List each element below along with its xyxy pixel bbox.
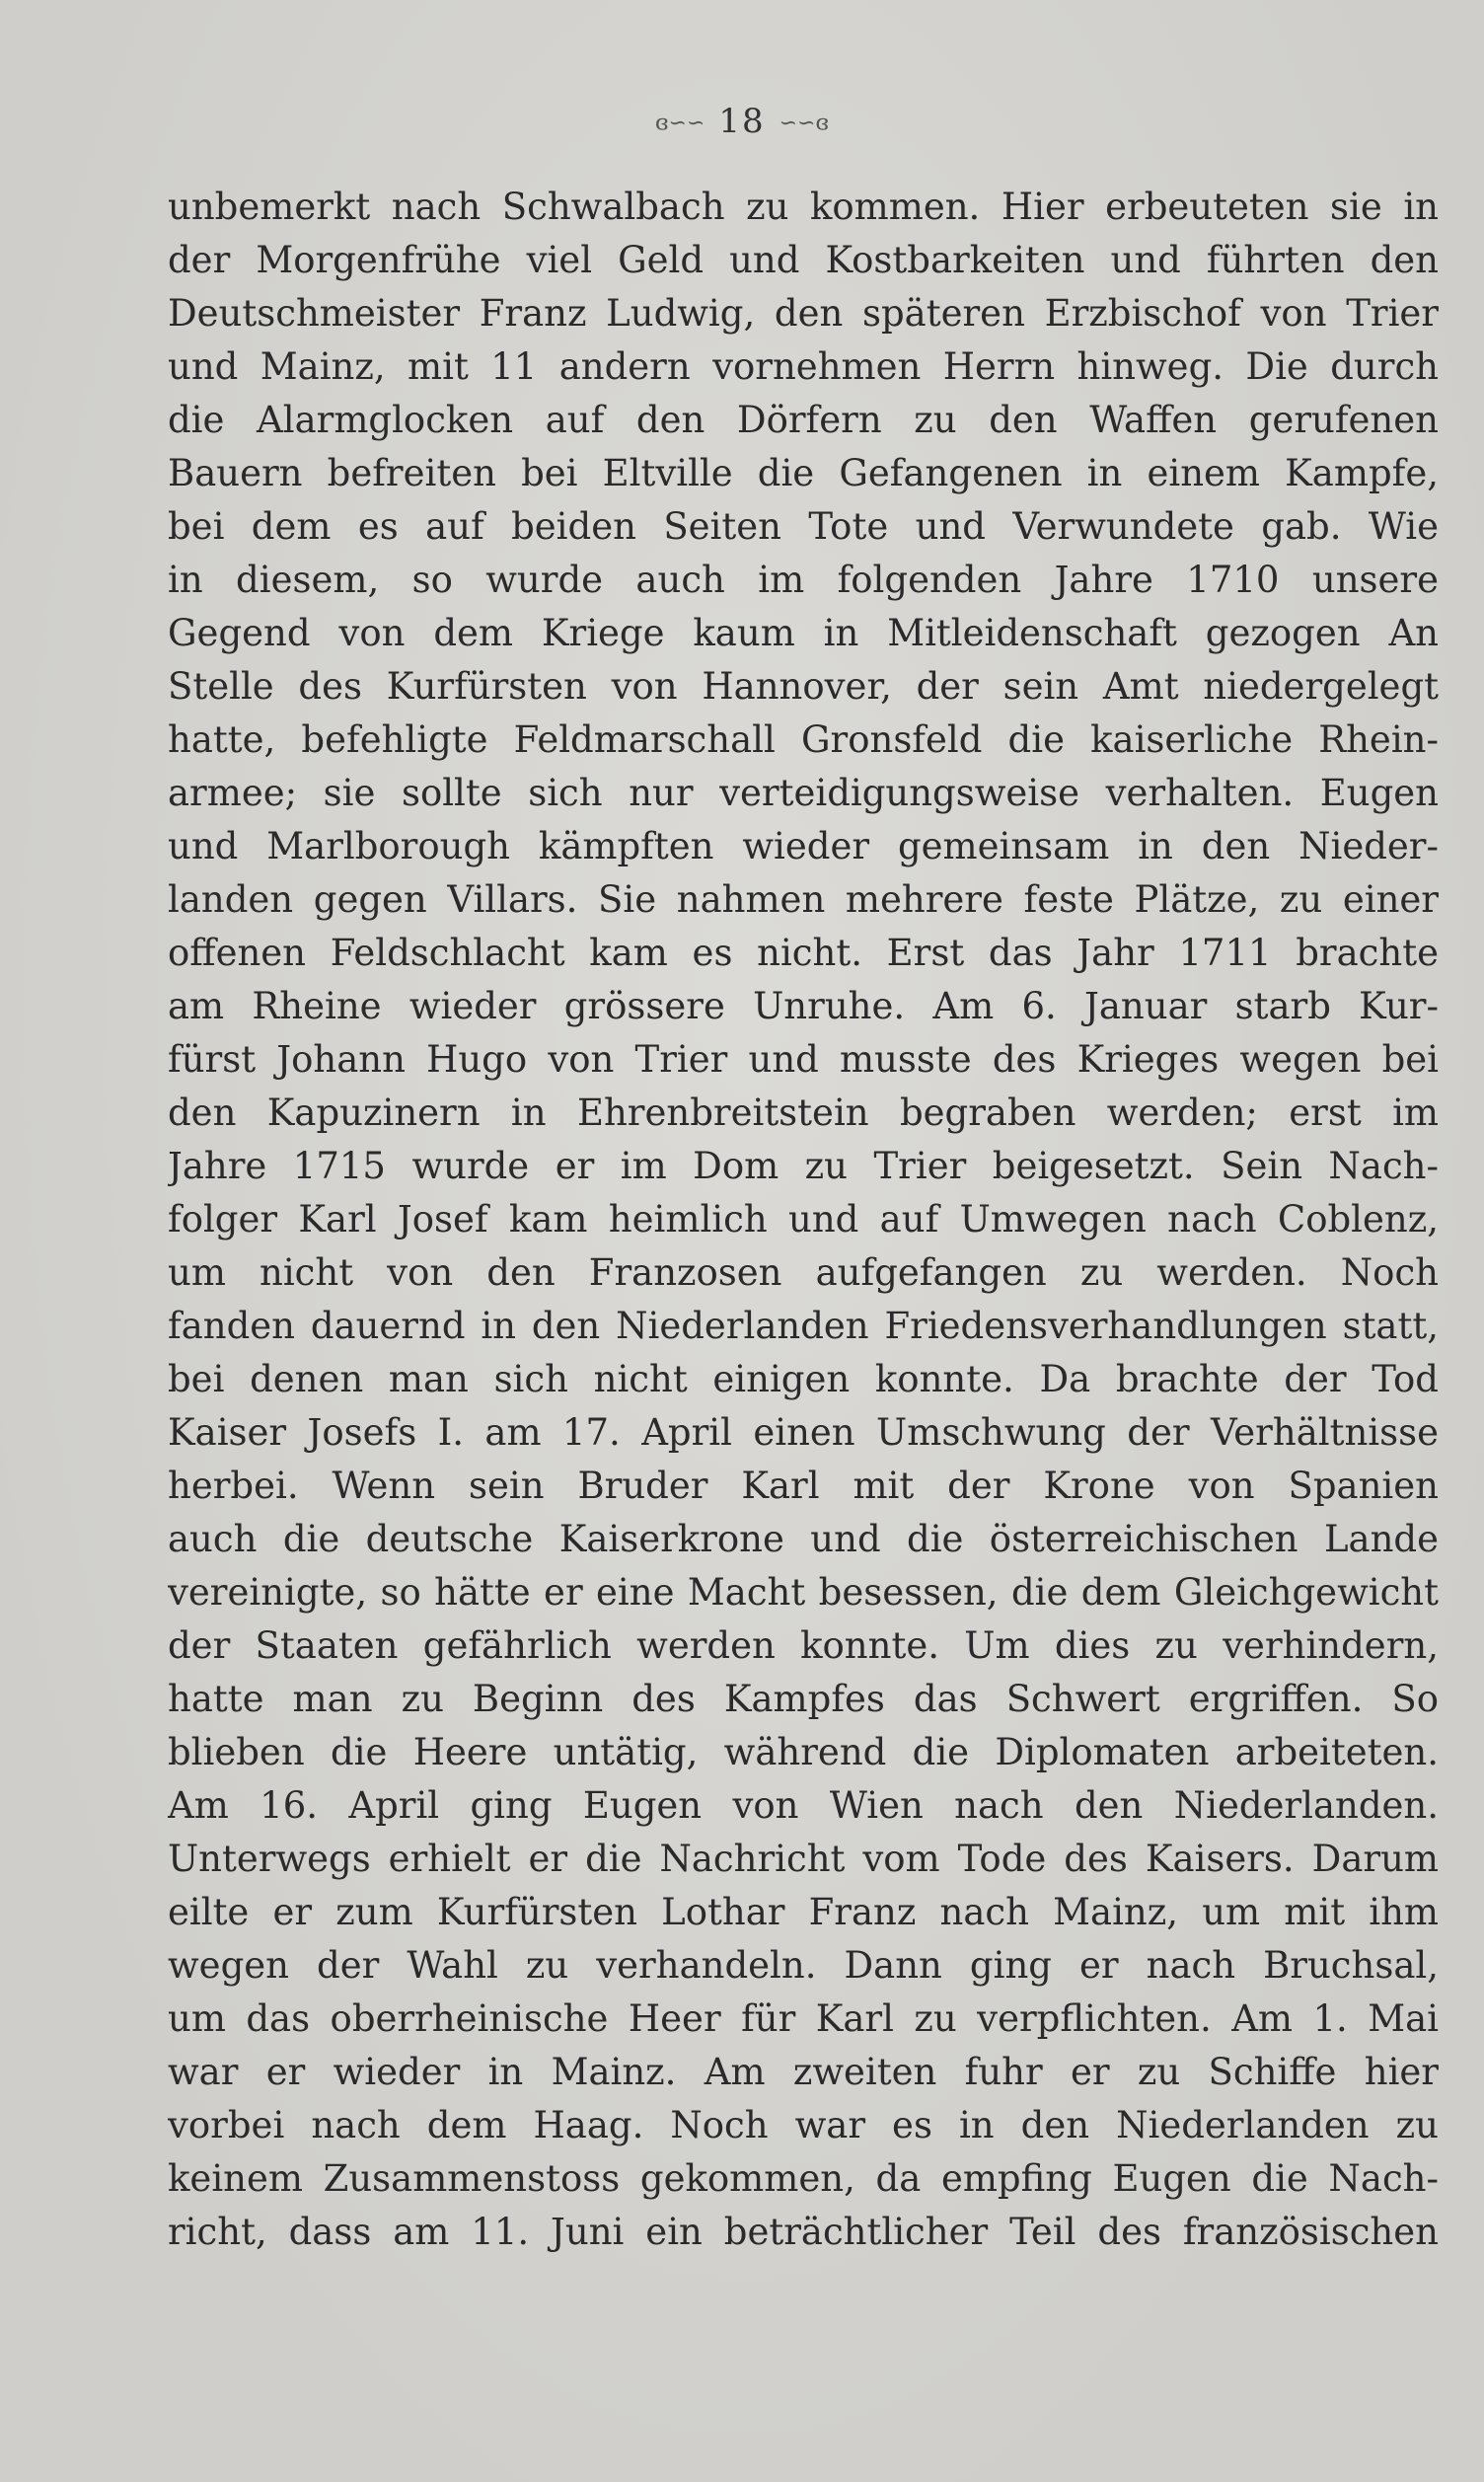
text-line: der Staaten gefährlich werden konnte. Um dies zu verhindern,: [168, 1624, 1439, 1667]
text-line: fürst Johann Hugo von Trier und musste des Krieges wegen bei: [168, 1038, 1439, 1081]
text-line: bei dem es auf beiden Seiten Tote und Verwundete gab. Wie: [168, 505, 1439, 548]
text-line: Gegend von dem Kriege kaum in Mitleidenschaft gezogen An: [168, 612, 1439, 654]
text-line: am Rheine wieder grössere Unruhe. Am 6. Januar starb Kur-: [168, 985, 1439, 1027]
text-line: auch die deutsche Kaiserkrone und die österreichischen Lande: [168, 1518, 1439, 1560]
text-line: folger Karl Josef kam heimlich und auf Umwegen nach Coblenz,: [168, 1198, 1439, 1241]
text-line: vorbei nach dem Haag. Noch war es in den Niederlanden zu: [168, 2104, 1439, 2146]
text-line: um nicht von den Franzosen aufgefangen zu werden. Noch: [168, 1251, 1439, 1294]
text-line: wegen der Wahl zu verhandeln. Dann ging er nach Bruchsal,: [168, 1944, 1439, 1987]
text-line: den Kapuzinern in Ehrenbreitstein begraben werden; erst im: [168, 1091, 1439, 1134]
text-line: Jahre 1715 wurde er im Dom zu Trier beigesetzt. Sein Nach-: [168, 1145, 1439, 1187]
text-line: Unterwegs erhielt er die Nachricht vom Tode des Kaisers. Darum: [168, 1838, 1439, 1880]
text-line: blieben die Heere untätig, während die Diplomaten arbeiteten.: [168, 1731, 1439, 1773]
text-line: um das oberrheinische Heer für Karl zu verpflichten. Am 1. Mai: [168, 1997, 1439, 2040]
text-line: Bauern befreiten bei Eltville die Gefangenen in einem Kampfe,: [168, 452, 1439, 494]
text-line: und Mainz, mit 11 andern vornehmen Herrn hinweg. Die durch: [168, 345, 1439, 388]
text-line: war er wieder in Mainz. Am zweiten fuhr er zu Schiffe hier: [168, 2051, 1439, 2093]
text-line: Stelle des Kurfürsten von Hannover, der sein Amt niedergelegt: [168, 665, 1439, 708]
ornament-right-icon: ∽∽ɞ: [779, 111, 829, 136]
text-line: und Marlborough kämpften wieder gemeinsam in den Nieder-: [168, 825, 1439, 867]
page-header: [0, 102, 1484, 141]
text-line: keinem Zusammenstoss gekommen, da empfing Eugen die Nach-: [168, 2157, 1439, 2200]
text-line: unbemerkt nach Schwalbach zu kommen. Hier erbeuteten sie in: [168, 186, 1439, 228]
text-line: armee; sie sollte sich nur verteidigungsweise verhalten. Eugen: [168, 772, 1439, 814]
text-line: fanden dauernd in den Niederlanden Friedensverhandlungen statt,: [168, 1305, 1439, 1347]
text-line: herbei. Wenn sein Bruder Karl mit der Krone von Spanien: [168, 1465, 1439, 1507]
text-line: Kaiser Josefs I. am 17. April einen Umschwung der Verhältnisse: [168, 1411, 1439, 1454]
text-line: richt, dass am 11. Juni ein beträchtlicher Teil des französischen: [168, 2211, 1439, 2253]
text-line: vereinigte, so hätte er eine Macht besessen, die dem Gleichgewicht: [168, 1571, 1439, 1614]
text-line: offenen Feldschlacht kam es nicht. Erst das Jahr 1711 brachte: [168, 932, 1439, 974]
text-line: bei denen man sich nicht einigen konnte. Da brachte der Tod: [168, 1358, 1439, 1400]
body-text: [168, 181, 1439, 2259]
text-line: der Morgenfrühe viel Geld und Kostbarkeiten und führten den: [168, 239, 1439, 281]
text-line: hatte man zu Beginn des Kampfes das Schwert ergriffen. So: [168, 1678, 1439, 1720]
text-line: Deutschmeister Franz Ludwig, den späteren Erzbischof von Trier: [168, 292, 1439, 335]
page-number: 18: [718, 102, 766, 141]
text-line: landen gegen Villars. Sie nahmen mehrere feste Plätze, zu einer: [168, 878, 1439, 921]
text-line: eilte er zum Kurfürsten Lothar Franz nach Mainz, um mit ihm: [168, 1891, 1439, 1933]
text-line: hatte, befehligte Feldmarschall Gronsfeld die kaiserliche Rhein-: [168, 718, 1439, 761]
text-line: die Alarmglocken auf den Dörfern zu den Waffen gerufenen: [168, 399, 1439, 441]
ornament-left-icon: ɞ∽∽: [655, 111, 705, 136]
text-line: Am 16. April ging Eugen von Wien nach den Niederlanden.: [168, 1784, 1439, 1827]
text-line: in diesem, so wurde auch im folgenden Jahre 1710 unsere: [168, 559, 1439, 601]
